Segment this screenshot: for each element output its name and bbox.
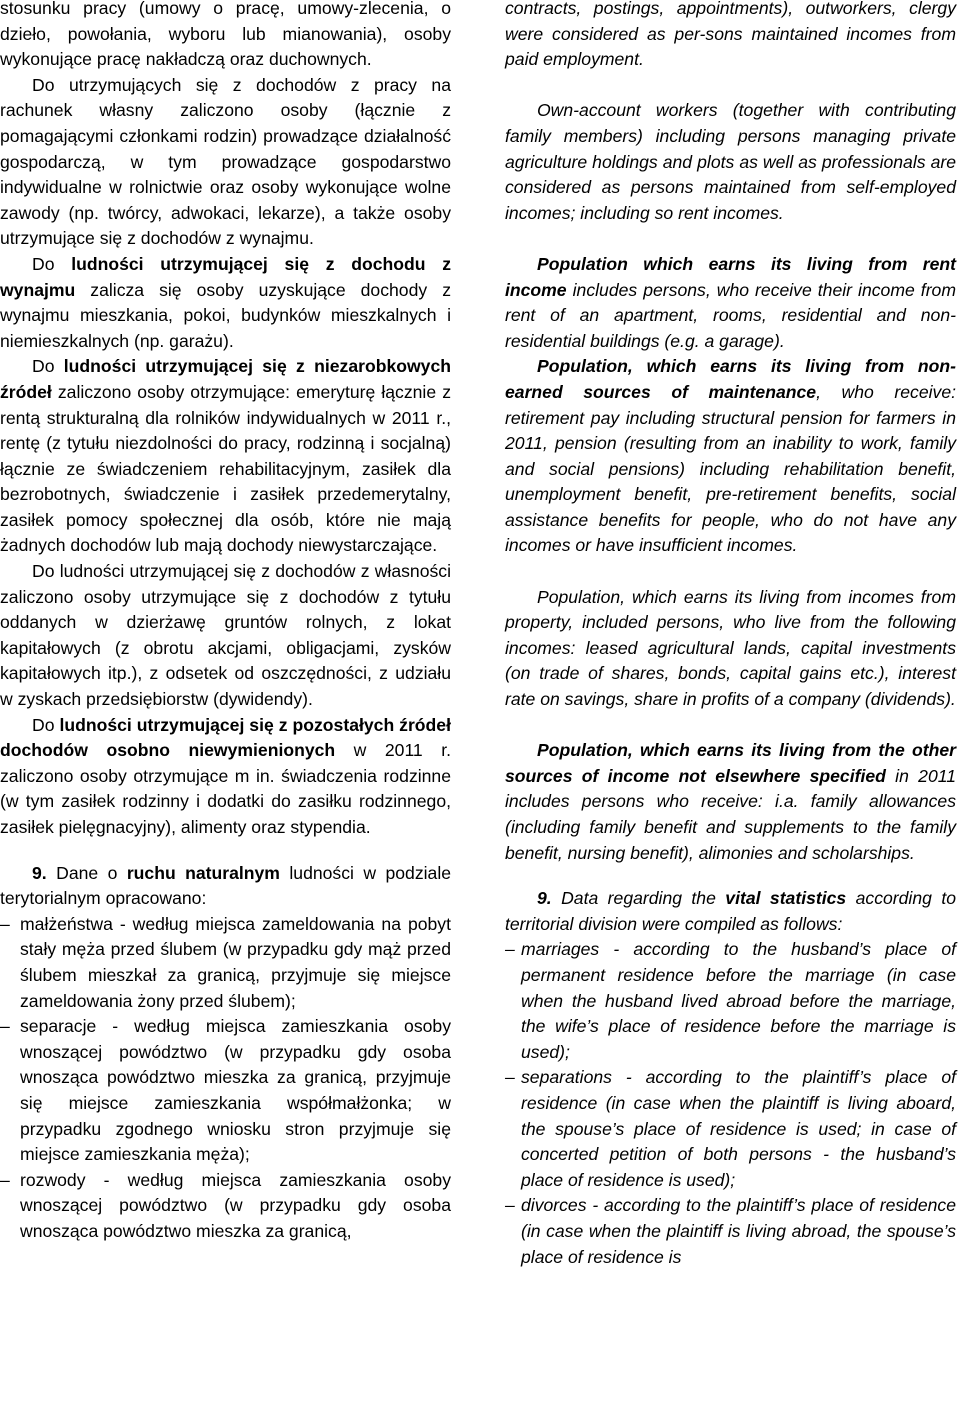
list-item: – rozwody - według miejsca zamieszkania osoby wnoszącej powództwo (w przypadku gdy osoba wnosząca powództwo mieszka za granicą, [0,1168,451,1245]
term-vital-statistics: ruchu naturalnym [126,862,280,883]
paragraph-rent-income: Population which earns its living from rent income includes persons, who receive their income from rent of an apartment, rooms, residential and non-residential buildings (e.g. a garage). [505,253,956,351]
paragraph-self-employed: Own-account workers (together with contributing family members) including persons managing private agriculture holdings and plots as well as professionals are considered as persons maintained from self-employed incomes; including so rent incomes. [505,100,956,223]
paragraph-property-income: Population, which earns its living from incomes from property, included persons, who live from the following incomes: leased agricultural lands, capital investments (on trade of shares, bonds, capital gains etc.), interest rate on savings, share in profits of a company (dividends). [505,586,956,710]
list-item: – marriages - according to the husband’s place of permanent residence before the marriage (in case when the husband lived abroad before the marriage, the wife’s place of residence before the marriage is used); [505,937,956,1065]
paragraph-non-earned-sources: Do ludności utrzymującej się z niezarobkowych źródeł zaliczono osoby otrzymujące: emeryturę łącznie z rentą strukturalną dla rolników indywidualnych w 2011 r., rentę (z tytułu niezdolności do pracy, rodzinną i socjalną) łącznie ze świadczeniem rehabilitacyjnym, zasiłek dla bezrobotnych, świadczenie i zasiłek przedemerytalny, zasiłek pomocy społecznej dla osób, które nie mają żadnych dochodów lub mają dochody niewystarczające. [0,356,451,556]
list-item: – divorces - according to the plaintiff’s place of residence (in case when the plaintiff is living abroad, the spouse’s place of residence is [505,1193,956,1270]
vital-statistics-list [0,912,451,1245]
list-item: – separations - according to the plaintiff’s place of residence (in case when the plaintiff is living aboard, the spouse’s place of residence is used; in case of concerted petition of both persons - the husband’s place of residence is used); [505,1065,956,1193]
paragraph-vital-statistics-intro: 9. Dane o ruchu naturalnym ludności w podziale terytorialnym opracowano: [0,862,452,909]
paragraph-employment-continuation: stosunku pracy (umowy o pracę, umowy-zlecenia, o dzieło, powołania, wyboru lub mianowania), osoby wykonujące pracę nakładczą oraz duchownych. [0,0,451,70]
paragraph-other-sources: Do ludności utrzymującej się z pozostałych źródeł dochodów osobno niewymienionych w 2011 r. zaliczono osoby otrzymujące m in. świadczenia rodzinne (w tym zasiłek rodzinny i dodatki do zasiłku rodzinnego, zasiłek pielęgnacyjny), alimenty oraz stypendia. [0,714,452,837]
term-rent-income: ludności utrzymującej się z dochodu z wynajmu [0,253,451,300]
paragraph-vital-statistics-intro: 9. Data regarding the vital statistics according to territorial division were compiled as follows: [505,888,956,934]
section-number: 9. [32,862,47,883]
term-other-sources: ludności utrzymującej się z pozostałych źródeł dochodów osobno niewymienionych [0,714,451,761]
english-column [505,0,956,1270]
paragraph-other-sources: Population, which earns its living from the other sources of income not elsewhere specified in 2011 includes persons who receive: i.a. family allowances (including family benefit and supplements to the family benefit, nursing benefit), alimonies and scholarships. [505,740,956,863]
paragraph-non-earned-sources: Population, which earns its living from non-earned sources of maintenance, who receive: retirement pay including structural pension for farmers in 2011, pension (resulting from an inability to work, family and social pensions) including rehabilitation benefit, unemployment benefit, pre-retirement benefits, social assistance benefits for people, who do not have any incomes or have insufficient incomes. [505,356,956,556]
term-non-earned-sources: Population, which earns its living from non-earned sources of maintenance [505,356,956,402]
paragraph-rent-income: Do ludności utrzymującej się z dochodu z wynajmu zalicza się osoby uzyskujące dochody z wynajmu mieszkania, pokoi, budynków mieszkalnych i niemieszkalnych (np. garażu). [0,253,451,351]
paragraph-property-income: Do ludności utrzymującej się z dochodów z własności zaliczono osoby utrzymujące się z dochodów z tytułu oddanych w dzierżawę gruntów rolnych, z lokat kapitałowych (z obrotu akcjami, obligacjami, zysków kapitałowych itp.), z odsetek od oszczędności, z udziału w zyskach przedsiębiorstw (dywidendy). [0,561,451,710]
term-rent-income: Population which earns its living from rent income [505,253,956,300]
term-vital-statistics: vital statistics [725,888,847,909]
section-number: 9. [537,888,552,909]
list-item: – separacje - według miejsca zamieszkania osoby wnoszącej powództwo (w przypadku gdy osoba wnosząca powództwo mieszka za granicą, przyjmuje się miejsce zamieszkania współmałżonka; w przypadku zgodnego wniosku stron przyjmuje się miejsce zamieszkania męża); [0,1014,451,1168]
paragraph-employment-continuation: contracts, postings, appointments), outworkers, clergy were considered as per-sons maintained incomes from paid employment. [505,0,956,70]
list-item: – małżeństwa - według miejsca zameldowania na pobyt stały męża przed ślubem (w przypadku gdy mąż przed ślubem mieszkał za granicą, przyjmuje się miejsce zameldowania żony przed ślubem); [0,912,451,1014]
term-non-earned-sources: ludności utrzymującej się z niezarobkowych źródeł [0,356,451,402]
term-other-sources: Population, which earns its living from the other sources of income not elsewhere specified [505,740,956,786]
vital-statistics-list [505,937,956,1270]
polish-column [0,0,451,1245]
paragraph-self-employed: Do utrzymujących się z dochodów z pracy na rachunek własny zaliczono osoby (łącznie z pomagającymi członkami rodzin) prowadzące działalność gospodarczą, w tym prowadzące gospodarstwo indywidualne w rolnictwie oraz osoby wykonujące wolne zawody (np. twórcy, adwokaci, lekarze), a także osoby utrzymujące się z dochodów z wynajmu. [0,74,451,249]
